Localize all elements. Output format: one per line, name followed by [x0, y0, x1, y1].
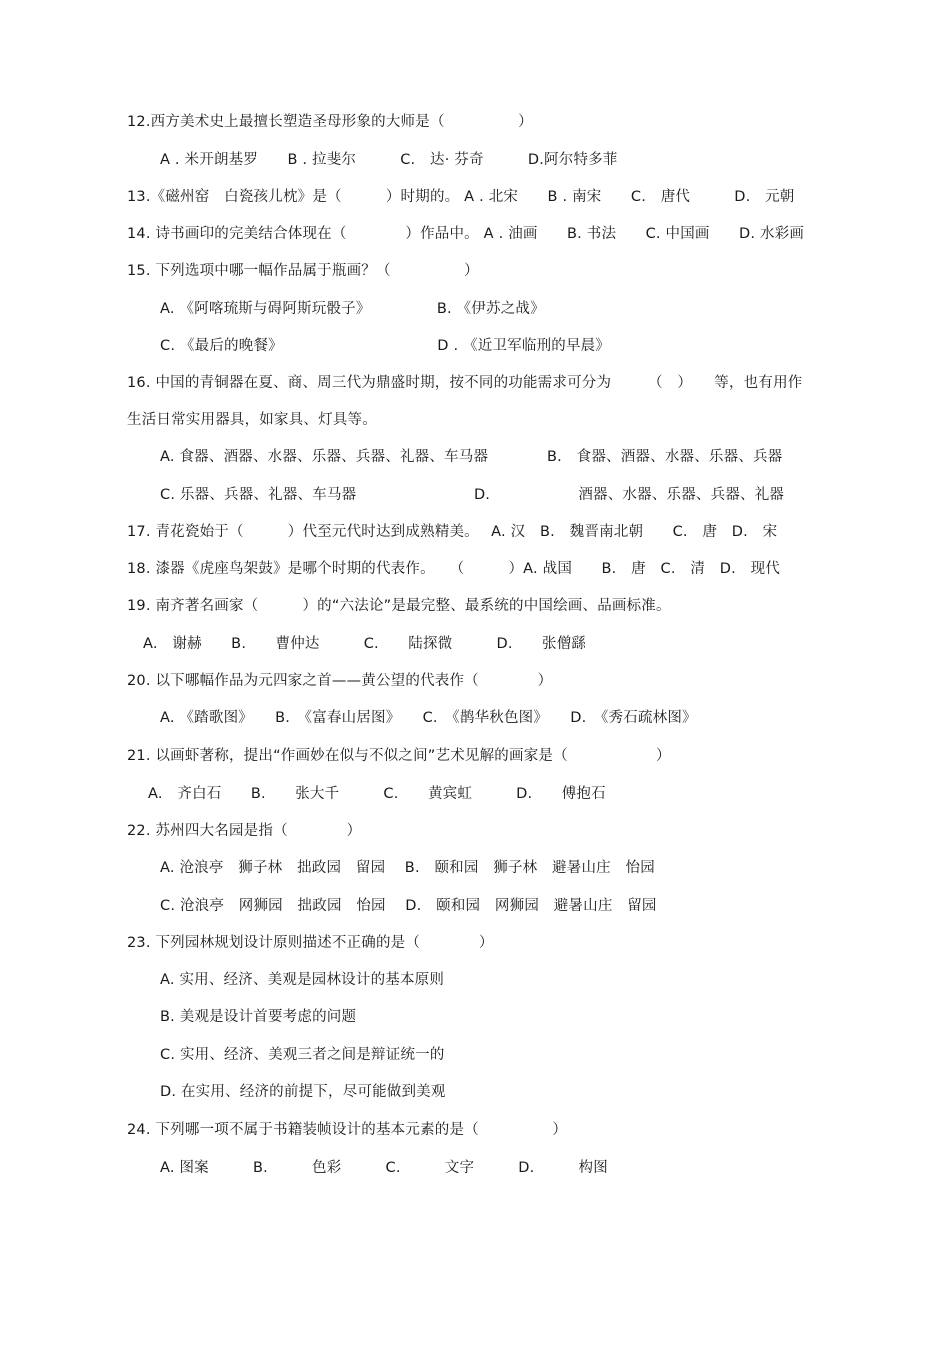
question-19-options: A. 谢赫 B. 曹仲达 C. 陆探微 D. 张僧繇 — [143, 636, 587, 652]
question-22-options-ab: A. 沧浪亭 狮子林 拙政园 留园 B. 颐和园 狮子林 避暑山庄 怡园 — [160, 860, 655, 876]
question-20-options: A. 《踏歌图》 B. 《富春山居图》 C. 《鹊华秋色图》 D. 《秀石疏林图》 — [160, 710, 697, 726]
question-16-options-ab: A. 食器、酒器、水器、乐器、兵器、礼器、车马器 B. 食器、酒器、水器、乐器、兵器 — [160, 449, 783, 465]
question-24: 24. 下列哪一项不属于书籍装帧设计的基本元素的是（ ） — [127, 1122, 568, 1138]
question-21: 21. 以画虾著称，提出“作画妙在似与不似之间”艺术见解的画家是（ ） — [127, 748, 671, 764]
question-20: 20. 以下哪幅作品为元四家之首——黄公望的代表作（ ） — [127, 673, 553, 689]
question-18: 18. 漆器《虎座鸟架鼓》是哪个时期的代表作。 （ ）A. 战国 B. 唐 C. 清 D. 现代 — [127, 561, 781, 577]
question-12-options: A . 米开朗基罗 B . 拉斐尔 C. 达· 芬奇 D.阿尔特多菲 — [160, 152, 618, 168]
question-14: 14. 诗书画印的完美结合体现在（ ）作品中。 A . 油画 B. 书法 C. 中国画 D. 水彩画 — [127, 226, 805, 242]
question-16: 16. 中国的青铜器在夏、商、周三代为鼎盛时期，按不同的功能需求可分为 （ ） 等，也有用作 — [127, 375, 803, 391]
question-23-option-c: C. 实用、经济、美观三者之间是辩证统一的 — [160, 1047, 445, 1063]
question-19: 19. 南齐著名画家（ ）的“六法论”是最完整、最系统的中国绘画、品画标准。 — [127, 598, 671, 614]
question-23: 23. 下列园林规划设计原则描述不正确的是（ ） — [127, 935, 494, 951]
question-17: 17. 青花瓷始于（ ）代至元代时达到成熟精美。 A. 汉 B. 魏晋南北朝 C. 唐 D. 宋 — [127, 524, 778, 540]
question-15-options-ab: A. 《阿喀琉斯与碍阿斯玩骰子》 B. 《伊苏之战》 — [160, 301, 545, 317]
question-23-option-b: B. 美观是设计首要考虑的问题 — [160, 1009, 357, 1025]
question-23-option-a: A. 实用、经济、美观是园林设计的基本原则 — [160, 972, 445, 988]
question-22: 22. 苏州四大名园是指（ ） — [127, 823, 362, 839]
question-12: 12.西方美术史上最擅长塑造圣母形象的大师是（ ） — [127, 114, 533, 130]
question-16-continued: 生活日常实用器具，如家具、灯具等。 — [127, 412, 377, 428]
question-13: 13.《磁州窑 白瓷孩儿枕》是（ ）时期的。 A . 北宋 B . 南宋 C. 唐代 D. 元朝 — [127, 189, 795, 205]
question-15-options-cd: C. 《最后的晚餐》 D . 《近卫军临刑的早晨》 — [160, 338, 611, 354]
question-21-options: A. 齐白石 B. 张大千 C. 黄宾虹 D. 傅抱石 — [148, 786, 606, 802]
question-15: 15. 下列选项中哪一幅作品属于瓶画？（ ） — [127, 263, 479, 279]
question-16-options-cd: C. 乐器、兵器、礼器、车马器 D. 酒器、水器、乐器、兵器、礼器 — [160, 487, 785, 503]
question-22-options-cd: C. 沧浪亭 网狮园 拙政园 怡园 D. 颐和园 网狮园 避暑山庄 留园 — [160, 898, 657, 914]
question-23-option-d: D. 在实用、经济的前提下，尽可能做到美观 — [160, 1084, 446, 1100]
question-24-options: A. 图案 B. 色彩 C. 文字 D. 构图 — [160, 1160, 608, 1176]
